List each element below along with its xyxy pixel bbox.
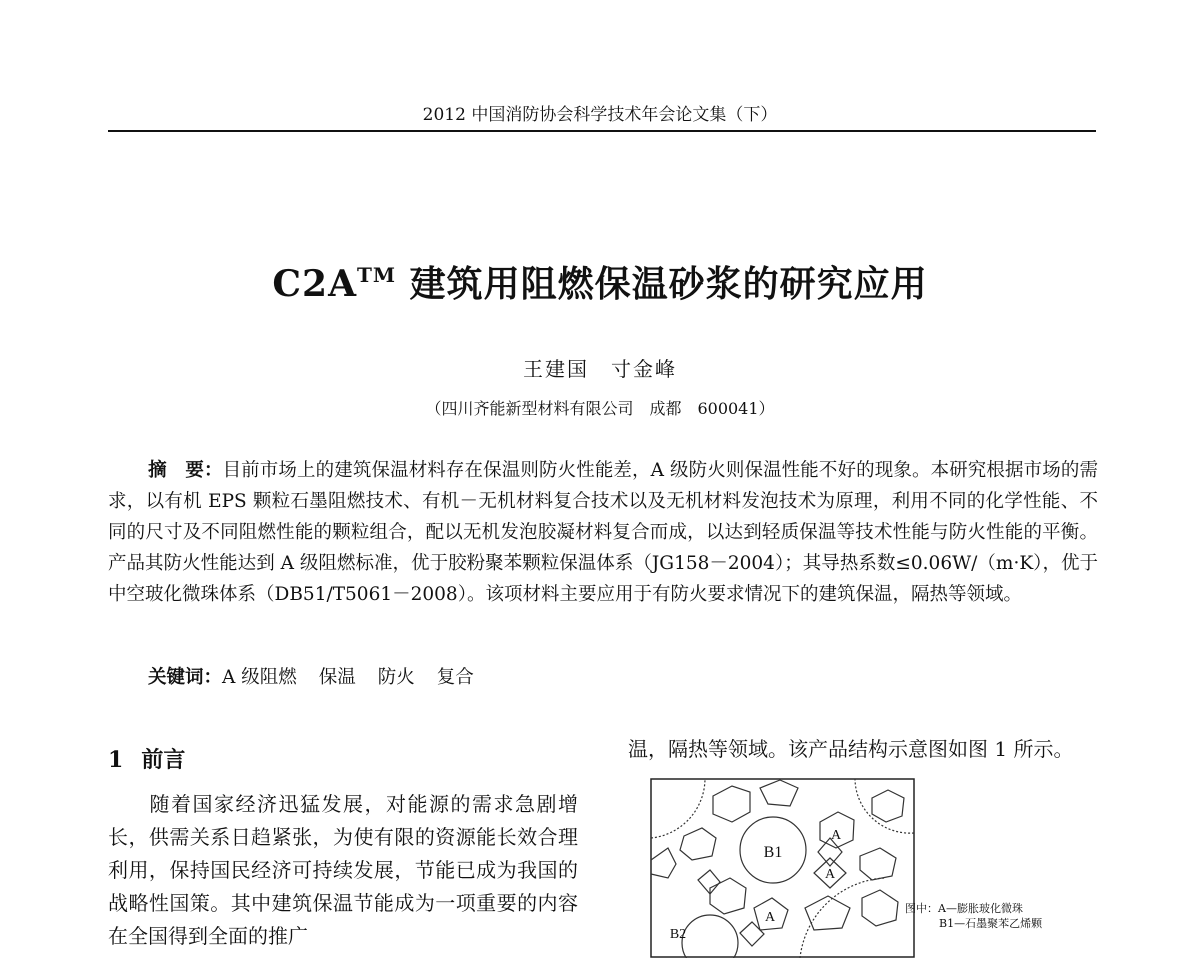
corner-arc — [855, 779, 914, 833]
affiliation: （四川齐能新型材料有限公司 成都 600041） — [425, 399, 775, 418]
keywords — [148, 663, 496, 689]
label-a: A — [824, 867, 836, 882]
hexagon-particle — [860, 848, 896, 880]
header-rule — [108, 130, 1096, 132]
label-b1: B1 — [763, 844, 783, 861]
section-paragraph — [108, 788, 578, 953]
paragraph-text: 随着国家经济迅猛发展，对能源的需求急剧增长，供需关系日趋紧张，为使有限的资源能长效合理利用，保持国民经济可持续发展，节能已成为我国的战略性国策。其中建筑保温节能成为一项重要的内容在全国得到全面的推广 — [108, 792, 578, 948]
diamond-particle — [740, 922, 764, 946]
hexagon-particle — [680, 828, 716, 860]
abstract-text: 目前市场上的建筑保温材料存在保温则防火性能差，A 级防火则保温性能不好的现象。本研究根据市场的需求，以有机 EPS 颗粒石墨阻燃技术、有机－无机材料复合技术以及无机材料发泡技术为原理，利用不同的化学性能、不同的尺寸及不同阻燃性能的颗粒组合，配以无机发泡胶凝材料复合而成，以达到轻质保温等技术性能与防火性能的平衡。产品其防火性能达到 A 级阻燃标准，优于胶粉聚苯颗粒保温体系（JG158－2004）；其导热系数≤0.06W/（m·K），优于中空玻化微珠体系（DB51/T5061－2008）。该项材料主要应用于有防火要求情况下的建筑保温，隔热等领域。 — [108, 460, 1098, 605]
title-main: 建筑用阻燃保温砂浆的研究应用 — [396, 263, 928, 305]
hexagon-particle — [713, 786, 750, 822]
title-superscript: TM — [357, 263, 397, 287]
keyword: 防火 — [377, 667, 415, 688]
label-a: A — [764, 910, 776, 925]
abstract — [108, 455, 1098, 610]
pentagon-particle — [760, 780, 798, 806]
hexagon-particle — [710, 878, 746, 914]
keyword: A 级阻燃 — [222, 667, 297, 688]
label-b2: B2 — [669, 927, 687, 942]
abstract-label: 摘 要： — [148, 460, 223, 481]
hexagon-particle — [872, 790, 904, 822]
legend-line: 图中：A—膨胀玻化微珠 — [905, 902, 1023, 915]
diamond-particle — [651, 848, 676, 878]
paper-title — [0, 256, 1200, 307]
label-a: A — [830, 828, 842, 843]
corner-arc — [651, 779, 705, 838]
keyword: 复合 — [436, 667, 474, 688]
title-prefix: C2A — [272, 263, 358, 305]
hexagon-particle — [862, 890, 898, 926]
running-header: 2012 中国消防协会科学技术年会论文集（下） — [422, 105, 778, 125]
section-number: 1 — [108, 747, 124, 773]
particle-b2-circle — [682, 915, 738, 958]
diamond-particle — [698, 870, 720, 894]
figure-legend — [905, 901, 1042, 931]
pentagon-particle — [805, 896, 850, 930]
keywords-label: 关键词： — [148, 667, 223, 688]
section-title: 前言 — [141, 747, 186, 773]
product-structure-figure — [650, 778, 915, 958]
right-column-text: 温，隔热等领域。该产品结构示意图如图 1 所示。 — [628, 737, 1074, 761]
legend-line: B1—石墨聚苯乙烯颗 — [939, 917, 1043, 930]
section-heading — [108, 743, 185, 774]
authors: 王建国 寸金峰 — [523, 357, 677, 381]
keyword: 保温 — [318, 667, 356, 688]
corner-arc — [800, 878, 885, 958]
